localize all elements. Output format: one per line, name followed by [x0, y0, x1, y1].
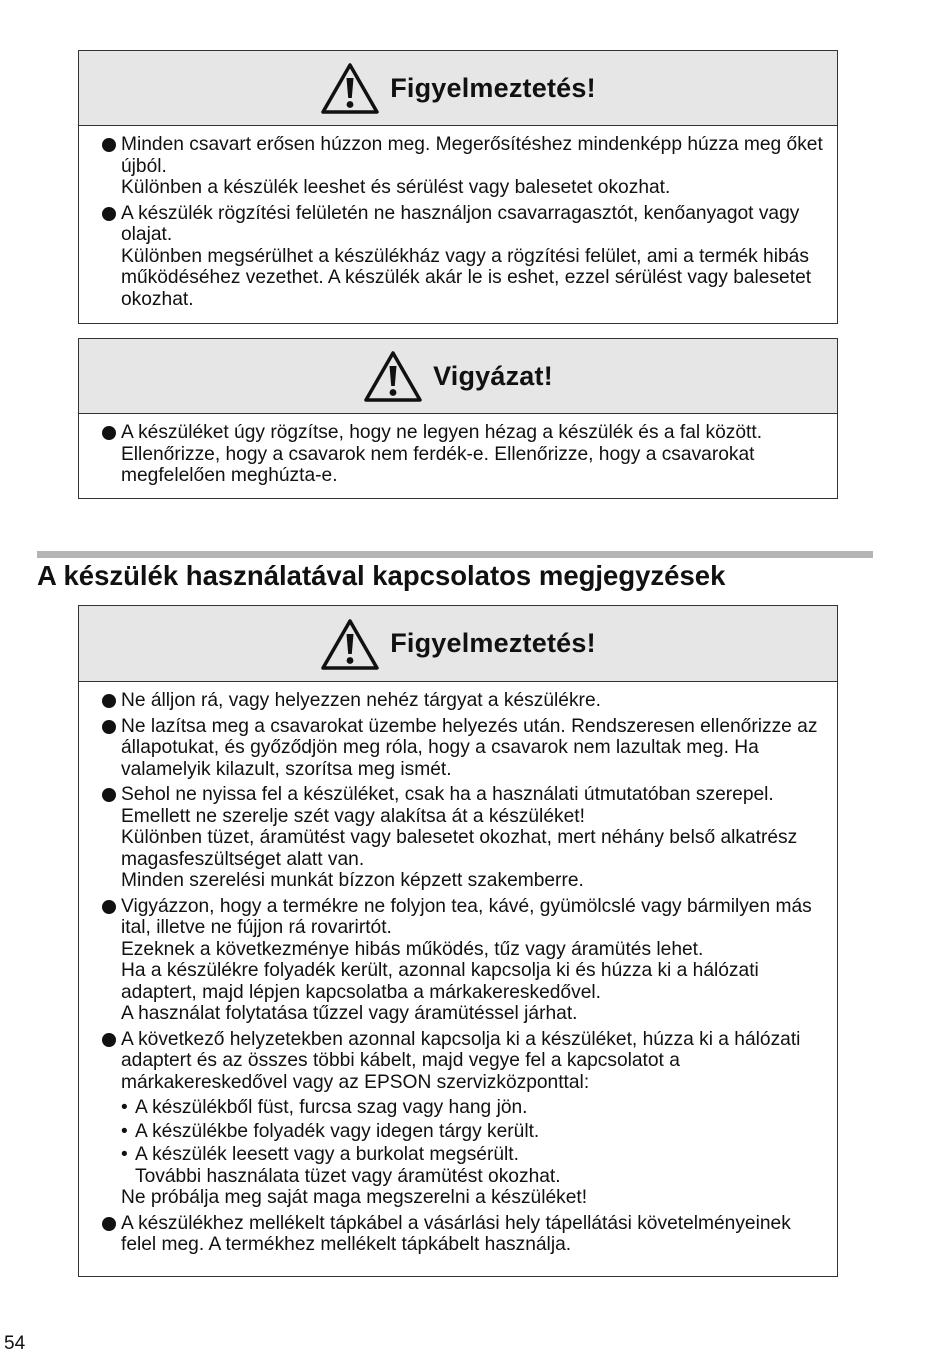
bullet-item — [99, 784, 823, 892]
bullet-text: Minden csavart erősen húzzon meg. Megerősítéshez mindenképp húzza meg őket újból. — [121, 134, 823, 177]
sub-bullet-item: • A készülékből füst, furcsa szag vagy hang jön. — [121, 1097, 823, 1119]
bullet-item — [99, 690, 823, 712]
bullet-text: Vigyázzon, hogy a termékre ne folyjon tea, kávé, gyümölcslé vagy bármilyen más ital, illetve ne fújjon rá rovarirtót. — [121, 895, 812, 938]
warning-box-body — [79, 682, 837, 1266]
bullet-text: Ne álljon rá, vagy helyezzen nehéz tárgyat a készülékre. — [121, 690, 601, 711]
caution-title: Vigyázat! — [433, 360, 553, 391]
caution-box-body — [79, 414, 837, 497]
bullet-text: Minden szerelési munkát bízzon képzett szakemberre. — [121, 870, 584, 891]
bullet-item — [99, 716, 823, 781]
bullet-text: Ne lazítsa meg a csavarokat üzembe helyezés után. Rendszeresen ellenőrizze az állapotukat, és győződjön meg róla, hogy a csavarok nem lazultak meg. Ha valamelyik kilazult, szorítsa meg ismét. — [121, 715, 818, 780]
section-title: A készülék használatával kapcsolatos megjegyzések — [37, 560, 726, 591]
bullet-item — [99, 1029, 823, 1209]
bullet-text: Ha a készülékre folyadék került, azonnal kapcsolja ki és húzza ki a hálózati adaptert, majd lépjen kapcsolatba a márkakereskedővel. — [121, 960, 759, 1003]
bullet-text: A készülék rögzítési felületén ne használjon csavarragasztót, kenőanyagot vagy olajat. — [121, 202, 800, 245]
bullet-text: Ne próbálja meg saját maga megszerelni a készüléket! — [121, 1187, 588, 1208]
warning-box-mounting — [78, 50, 838, 324]
warning-box-header — [79, 606, 837, 682]
caution-box — [78, 338, 838, 499]
bullet-text: Különben tüzet, áramütést vagy balesetet okozhat, mert néhány belső alkatrész magasfeszültséget alatt van. — [121, 827, 798, 870]
bullet-text: Sehol ne nyissa fel a készüléket, csak ha a használati útmutatóban szerepel. Emellett ne szerelje szét vagy alakítsa át a készüléket! — [121, 784, 774, 827]
warning-box-usage — [78, 605, 838, 1277]
bullet-item — [99, 422, 823, 487]
bullet-text: Ezeknek a következménye hibás működés, tűz vagy áramütés lehet. — [121, 938, 704, 960]
warning-triangle-icon — [320, 61, 380, 115]
warning-box-header — [79, 51, 837, 126]
bullet-item — [99, 134, 823, 199]
sub-bullet-item: • A készülékbe folyadék vagy idegen tárgy került. — [121, 1121, 823, 1143]
warning-triangle-icon — [363, 349, 423, 403]
warning-triangle-icon — [320, 617, 380, 671]
warning-box-body — [79, 126, 837, 320]
warning-title: Figyelmeztetés! — [390, 72, 596, 103]
bullet-text: A készüléket úgy rögzítse, hogy ne legyen hézag a készülék és a fal között. Ellenőrizze, hogy a csavarok nem ferdék-e. Ellenőrizze, hogy a csavarokat megfelelően meghúzta-e. — [121, 422, 763, 486]
bullet-text: A készülékhez mellékelt tápkábel a vásárlási hely tápellátási követelményeinek felel meg. A termékhez mellékelt tápkábelt használja. — [121, 1212, 791, 1255]
warning-title: Figyelmeztetés! — [390, 628, 596, 658]
bullet-item — [99, 896, 823, 1025]
caution-box-header — [79, 339, 837, 414]
page-number: 54 — [4, 1333, 26, 1354]
bullet-text: Különben a készülék leeshet és sérülést vagy balesetet okozhat. — [121, 177, 671, 198]
sub-bullet-item: • A készülék leesett vagy a burkolat megsérült. További használata tüzet vagy áramütést okozhat. — [121, 1144, 823, 1187]
bullet-item — [99, 1213, 823, 1256]
section-rule — [37, 551, 873, 558]
bullet-text: Különben megsérülhet a készülékház vagy a rögzítési felület, ami a termék hibás működéséhez vezethet. A készülék akár le is eshet, ezzel sérülést vagy balesetet okozhat. — [121, 245, 812, 310]
bullet-text: A használat folytatása tűzzel vagy áramütéssel járhat. — [121, 1003, 578, 1024]
bullet-item — [99, 203, 823, 311]
bullet-text: A következő helyzetekben azonnal kapcsolja ki a készüléket, húzza ki a hálózati adaptert és az összes többi kábelt, majd vegye fel a kapcsolatot a márkakereskedővel vagy az EPSON szervizközponttal: — [121, 1028, 801, 1093]
